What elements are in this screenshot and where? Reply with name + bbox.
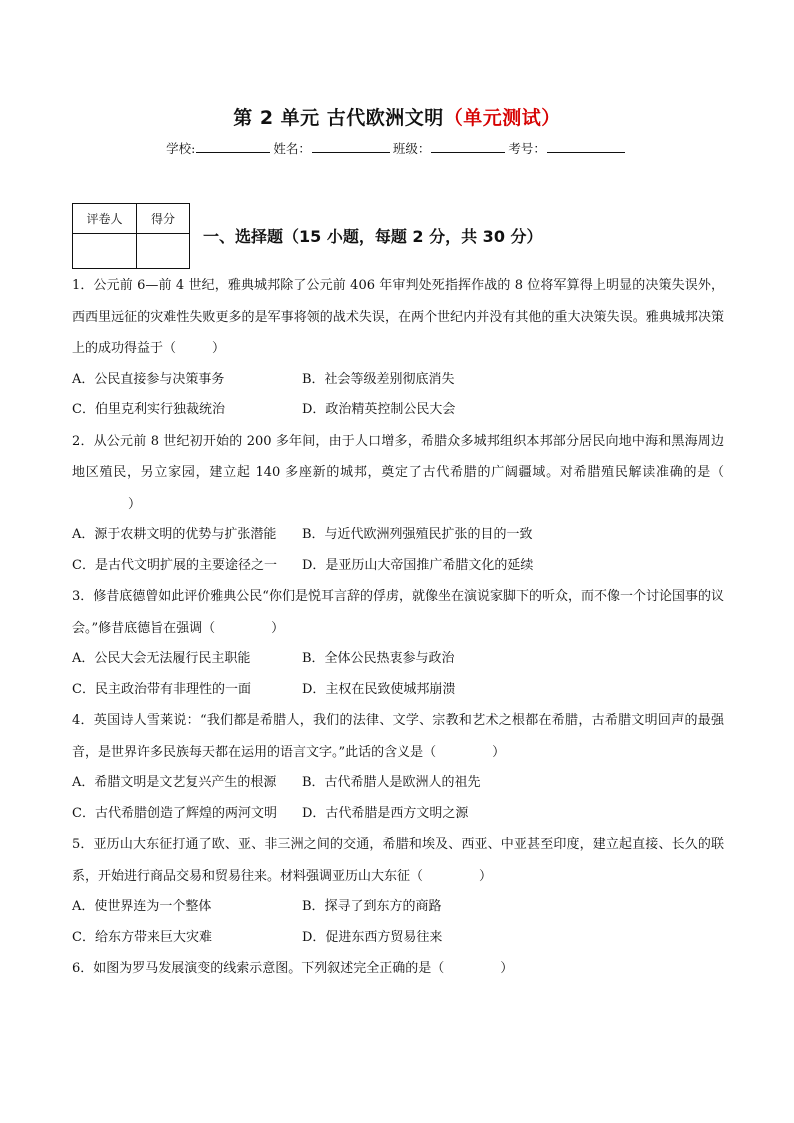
question-stem: 6．如图为罗马发展演变的线索示意图。下列叙述完全正确的是（ bbox=[72, 961, 445, 976]
grader-header: 评卷人 bbox=[73, 204, 137, 234]
options-row bbox=[72, 892, 724, 923]
option-c: C．是古代文明扩展的主要途径之一 bbox=[72, 557, 277, 573]
questions-body bbox=[72, 270, 724, 985]
option-a: A．公民大会无法履行民主职能 bbox=[72, 651, 251, 666]
option-d: D．主权在民致使城邦崩溃 bbox=[302, 681, 456, 697]
option-a: A．希腊文明是文艺复兴产生的根源 bbox=[72, 775, 277, 790]
option-a: A．公民直接参与决策事务 bbox=[72, 371, 225, 387]
question-4 bbox=[72, 705, 724, 768]
option-d: D．政治精英控制公民大会 bbox=[302, 402, 456, 417]
question-3 bbox=[72, 581, 724, 644]
options-row bbox=[72, 768, 724, 799]
question-stem: 5．亚历山大东征打通了欧、亚、非三洲之间的交通，希腊和埃及、西亚、中亚甚至印度，建立起直接、长久的联系，开始进行商品交易和贸易往来。材料强调亚历山大东征（ bbox=[72, 837, 724, 884]
question-stem: 4．英国诗人雪莱说：“我们都是希腊人，我们的法律、文学、宗教和艺术之根都在希腊，古希腊文明回声的最强音，是世界许多民族每天都在运用的语言文字。”此话的含义是（ bbox=[72, 713, 724, 760]
options-row bbox=[72, 923, 724, 954]
option-b: B．全体公民热衷参与政治 bbox=[302, 651, 455, 666]
close-paren: ） bbox=[479, 868, 493, 884]
student-info-line bbox=[0, 139, 794, 157]
question-6 bbox=[72, 953, 724, 985]
name-label: 姓名： bbox=[273, 141, 311, 156]
title-main: 第 2 单元 古代欧洲文明 bbox=[233, 107, 444, 129]
close-paren: ） bbox=[492, 744, 506, 760]
grader-cell bbox=[73, 234, 137, 269]
option-a: A．源于农耕文明的优势与扩张潜能 bbox=[72, 527, 277, 542]
options-row bbox=[72, 644, 724, 675]
question-stem: 1．公元前 6—前 4 世纪，雅典城邦除了公元前 406 年审判处死指挥作战的 8 位将军算得上明显的决策失误外，西西里远征的灾难性失败更多的是军事将领的战术失误，在两个世纪内并没有其他的重大决策失误。雅典城邦决策上的成功得益于（ bbox=[72, 278, 724, 356]
close-paren: ） bbox=[271, 620, 285, 636]
close-paren: ） bbox=[128, 496, 142, 512]
option-b: B．古代希腊人是欧洲人的祖先 bbox=[302, 775, 481, 790]
close-paren: ） bbox=[212, 341, 226, 356]
question-2 bbox=[72, 426, 724, 521]
option-c: C．古代希腊创造了辉煌的两河文明 bbox=[72, 805, 277, 821]
question-1 bbox=[72, 270, 724, 365]
class-blank bbox=[431, 140, 505, 153]
options-row bbox=[72, 551, 724, 582]
options-row bbox=[72, 675, 724, 706]
name-blank bbox=[312, 140, 390, 153]
option-c: C．民主政治带有非理性的一面 bbox=[72, 681, 251, 697]
close-paren: ） bbox=[500, 961, 514, 976]
question-5 bbox=[72, 829, 724, 892]
score-header: 得分 bbox=[137, 204, 190, 234]
page-title bbox=[0, 103, 794, 130]
option-b: B．与近代欧洲列强殖民扩张的目的一致 bbox=[302, 527, 533, 542]
option-b: B．探寻了到东方的商路 bbox=[302, 899, 442, 914]
score-cell bbox=[137, 234, 190, 269]
question-stem: 3．修昔底德曾如此评价雅典公民“你们是悦耳言辞的俘虏，就像坐在演说家脚下的听众，而不像一个讨论国事的议会。”修昔底德旨在强调（ bbox=[72, 589, 724, 636]
options-row bbox=[72, 365, 724, 396]
option-a: A．使世界连为一个整体 bbox=[72, 899, 212, 914]
exam-number-blank bbox=[547, 140, 625, 153]
option-d: D．是亚历山大帝国推广希腊文化的延续 bbox=[302, 557, 534, 573]
exam-number-label: 考号： bbox=[508, 141, 546, 156]
option-d: D．古代希腊是西方文明之源 bbox=[302, 805, 469, 821]
option-d: D．促进东西方贸易往来 bbox=[302, 929, 443, 945]
options-row bbox=[72, 799, 724, 830]
question-stem: 2．从公元前 8 世纪初开始的 200 多年间，由于人口增多，希腊众多城邦组织本邦部分居民向地中海和黑海周边地区殖民，另立家园，建立起 140 多座新的城邦，奠定了古代希腊的广阔疆域。对希腊殖民解读准确的是（ bbox=[72, 433, 724, 480]
option-b: B．社会等级差别彻底消失 bbox=[302, 371, 455, 387]
options-row bbox=[72, 395, 724, 426]
grading-table bbox=[72, 203, 190, 269]
option-c: C．伯里克利实行独裁统治 bbox=[72, 402, 225, 417]
section-heading: 一、选择题（15 小题，每题 2 分，共 30 分） bbox=[203, 227, 543, 246]
title-subtitle: （单元测试） bbox=[443, 107, 561, 129]
class-label: 班级： bbox=[392, 141, 431, 156]
option-c: C．给东方带来巨大灾难 bbox=[72, 929, 212, 945]
options-row bbox=[72, 520, 724, 551]
school-label: 学校: bbox=[166, 141, 196, 156]
school-blank bbox=[196, 140, 270, 153]
